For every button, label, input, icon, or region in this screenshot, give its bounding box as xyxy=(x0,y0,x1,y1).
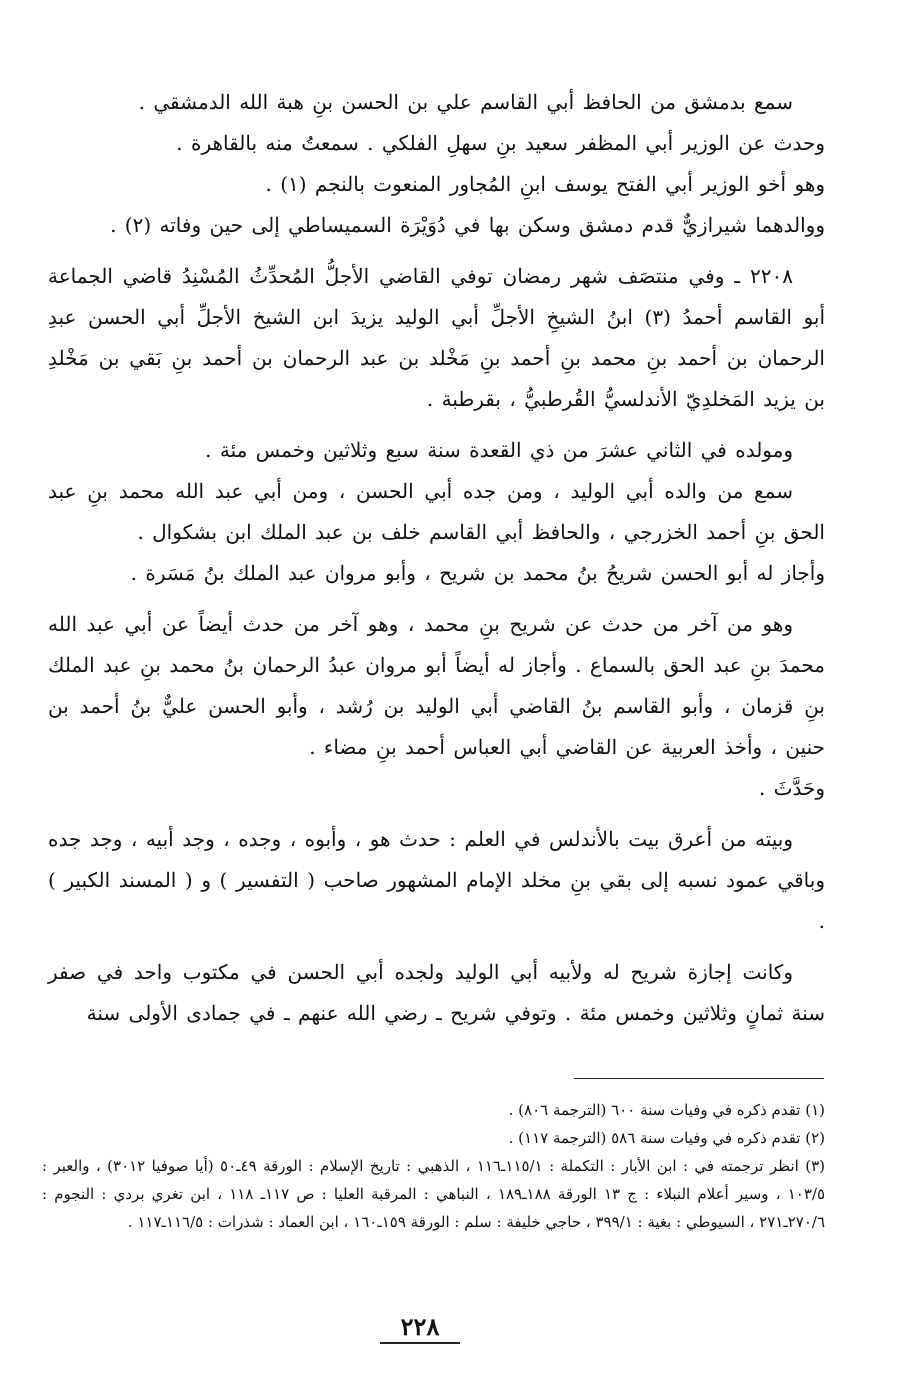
footnote-1: (١) تقدم ذكره في وفيات سنة ٦٠٠ (الترجمة ٨٠٦) . xyxy=(508,1101,825,1119)
paragraph: وحدث عن الوزير أبي المظفر سعيد بنِ سهلِ الفلكي . سمعتُ منه بالقاهرة . xyxy=(176,131,825,155)
page-number: ٢٢٨ xyxy=(380,1312,460,1344)
paragraph: وأجاز له أبو الحسن شريحُ بنُ محمد بن شريح ، وأبو مروان عبد الملك بنُ مَسَرة . xyxy=(130,561,825,585)
paragraph: سمع من والده أبي الوليد ، ومن جده أبي الحسن ، ومن أبي عبد الله محمد بنِ عبد الحق بنِ أحمد الخزرجي ، والحافظ أبي القاسم خلف بن عبد الملك ابن بشكوال . xyxy=(48,479,825,544)
paragraph: وكانت إجازة شريح له ولأبيه أبي الوليد ولجده أبي الحسن في مكتوب واحد في صفر سنة ثمانٍ وثلاثين وخمس مئة . وتوفي شريح ـ رضي الله عنهم ـ في جمادى الأولى سنة xyxy=(48,960,825,1025)
paragraph: وحَدَّثَ . xyxy=(758,776,825,800)
footnote-divider xyxy=(574,1078,824,1079)
paragraph: ووالدهما شيرازيٌّ قدم دمشق وسكن بها في دُوَيْرَة السميساطي إلى حين وفاته (٢) . xyxy=(110,213,825,237)
paragraph: ومولده في الثاني عشرَ من ذي القعدة سنة سبع وثلاثين وخمس مئة . xyxy=(205,438,793,462)
footnote-2: (٢) تقدم ذكره في وفيات سنة ٥٨٦ (الترجمة ١١٧) . xyxy=(508,1129,825,1147)
footnote-3: (٣) انظر ترجمته في : ابن الأبار : التكملة : ١١٥/١ـ١١٦ ، الذهبي : تاريخ الإسلام : الورقة ٤٩ـ٥٠ (أيا صوفيا ٣٠١٢) ، والعبر : ١٠٣/٥ ، وسير أعلام النبلاء : ج ١٣ الورقة ١٨٨ـ١٨٩ ، النباهي : المرقبة العليا : ص ١١٧ـ ١١٨ ، ابن تغري بردي : النجوم : ٢٧٠/٦ـ٢٧١ ، السيوطي : بغية : ٣٩٩/١ ، حاجي خليفة : سلم : الورقة ١٥٩ـ١٦٠ ، ابن العماد : شذرات : ١١٦/٥ـ١١٧ . xyxy=(42,1157,826,1231)
paragraph: وهو من آخر من حدث عن شريح بنِ محمد ، وهو آخر من حدث أيضاً عن أبي عبد الله محمدَ بنِ عبد الحق بالسماع . وأجاز له أيضاً أبو مروان عبدُ الرحمان بنُ محمد بنِ عبد الملك بنِ قزمان ، وأبو القاسم بنُ القاضي أبي الوليد بن رُشد ، وأبو الحسن عليٌّ بنُ أحمد بن حنين ، وأخذ العربية عن القاضي أبي العباس أحمد بنِ مضاء . xyxy=(48,612,825,759)
paragraph: وبيته من أعرق بيت بالأندلس في العلم : حدث هو ، وأبوه ، وجده ، وجد أبيه ، وجد جده وباقي عمود نسبه إلى بقي بنِ مخلد الإمام المشهور صاحب ( التفسير ) و ( المسند الكبير ) . xyxy=(48,827,825,933)
paragraph: سمع بدمشق من الحافظ أبي القاسم علي بن الحسن بنِ هبة الله الدمشقي . xyxy=(138,90,793,114)
main-text xyxy=(48,82,825,1034)
paragraph: وهو أخو الوزير أبي الفتح يوسف ابنِ المُجاور المنعوت بالنجم (١) . xyxy=(265,172,825,196)
entry-2208: ٢٢٠٨ ـ وفي منتصَف شهر رمضان توفي القاضي الأجلُّ المُحدِّثُ المُسْنِدُ قاضي الجماعة أبو القاسم أحمدُ (٣) ابنُ الشيخِ الأجلِّ أبي الوليد يزيدَ ابن الشيخ الأجلِّ أبي الحسن عبدِ الرحمان بن أحمد بنِ محمد بنِ أحمد بنِ مَخْلد بن عبد الرحمان بن أحمد بنِ بَقي بن مَخْلدِ بن يزيد المَخلدِيّ الأندلسيُّ القُرطبيُّ ، بقرطبة . xyxy=(48,264,826,411)
footnotes xyxy=(42,1096,825,1236)
